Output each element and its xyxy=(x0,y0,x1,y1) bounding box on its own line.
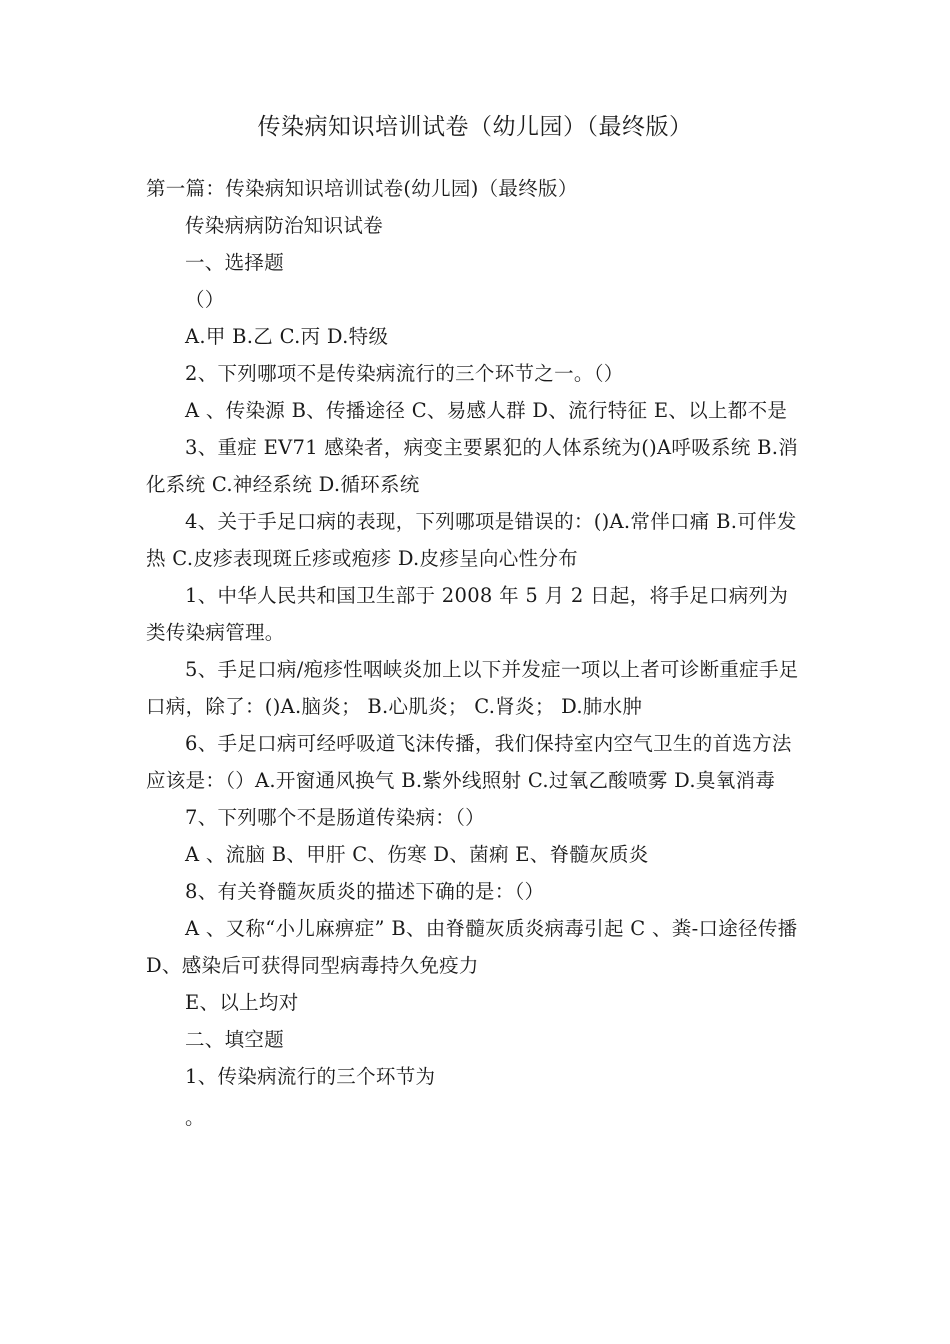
question-text: 5、手足口病/疱疹性咽峡炎加上以下并发症一项以上者可诊断重症手足口病，除了：()A.脑炎； B.心肌炎； C.肾炎； D.肺水肿 xyxy=(146,658,799,718)
question-text: 8、有关脊髓灰质炎的描述下确的是：（） xyxy=(185,880,545,903)
part-heading-choice: 一、选择题 xyxy=(185,251,285,274)
question-text: 6、手足口病可经呼吸道飞沫传播，我们保持室内空气卫生的首选方法应该是：（）A.开窗通风换气 B.紫外线照射 C.过氧乙酸喷雾 D.臭氧消毒 xyxy=(146,732,792,792)
question-text: 1、传染病流行的三个环节为 xyxy=(185,1065,436,1088)
question-text: 2、下列哪项不是传染病流行的三个环节之一。（） xyxy=(185,362,624,385)
question-options: A 、流脑 B、甲肝 C、伤寒 D、菌痢 E、脊髓灰质炎 xyxy=(185,843,649,866)
question-options: A 、又称“小儿麻痹症” B、由脊髓灰质炎病毒引起 C 、粪-口途径传播 D、感染后可获得同型病毒持久免疫力 xyxy=(146,917,798,977)
document-body xyxy=(146,170,811,1136)
question-text: 4、关于手足口病的表现，下列哪项是错误的：()A.常伴口痛 B.可伴发热 C.皮疹表现斑丘疹或疱疹 D.皮疹呈向心性分布 xyxy=(146,510,797,570)
question-options: A 、传染源 B、传播途径 C、易感人群 D、流行特征 E、以上都不是 xyxy=(185,399,788,422)
question-text: （） xyxy=(185,288,225,311)
section-heading: 第一篇：传染病知识培训试卷(幼儿园)（最终版） xyxy=(146,177,578,200)
question-text: 3、重症 EV71 感染者，病变主要累犯的人体系统为()A呼吸系统 B.消化系统 C.神经系统 D.循环系统 xyxy=(146,436,799,496)
question-text: 1、中华人民共和国卫生部于 2008 年 5 月 2 日起，将手足口病列为 类传染病管理。 xyxy=(146,584,789,644)
question-text: 7、下列哪个不是肠道传染病：（） xyxy=(185,806,485,829)
document-title: 传染病知识培训试卷（幼儿园）（最终版） xyxy=(257,114,693,140)
blank-line: 。 xyxy=(185,1106,205,1129)
paper-subtitle: 传染病病防治知识试卷 xyxy=(185,214,384,237)
question-options: E、以上均对 xyxy=(185,991,299,1014)
question-options: A.甲 B.乙 C.丙 D.特级 xyxy=(185,325,389,348)
part-heading-fill: 二、填空题 xyxy=(185,1028,285,1051)
